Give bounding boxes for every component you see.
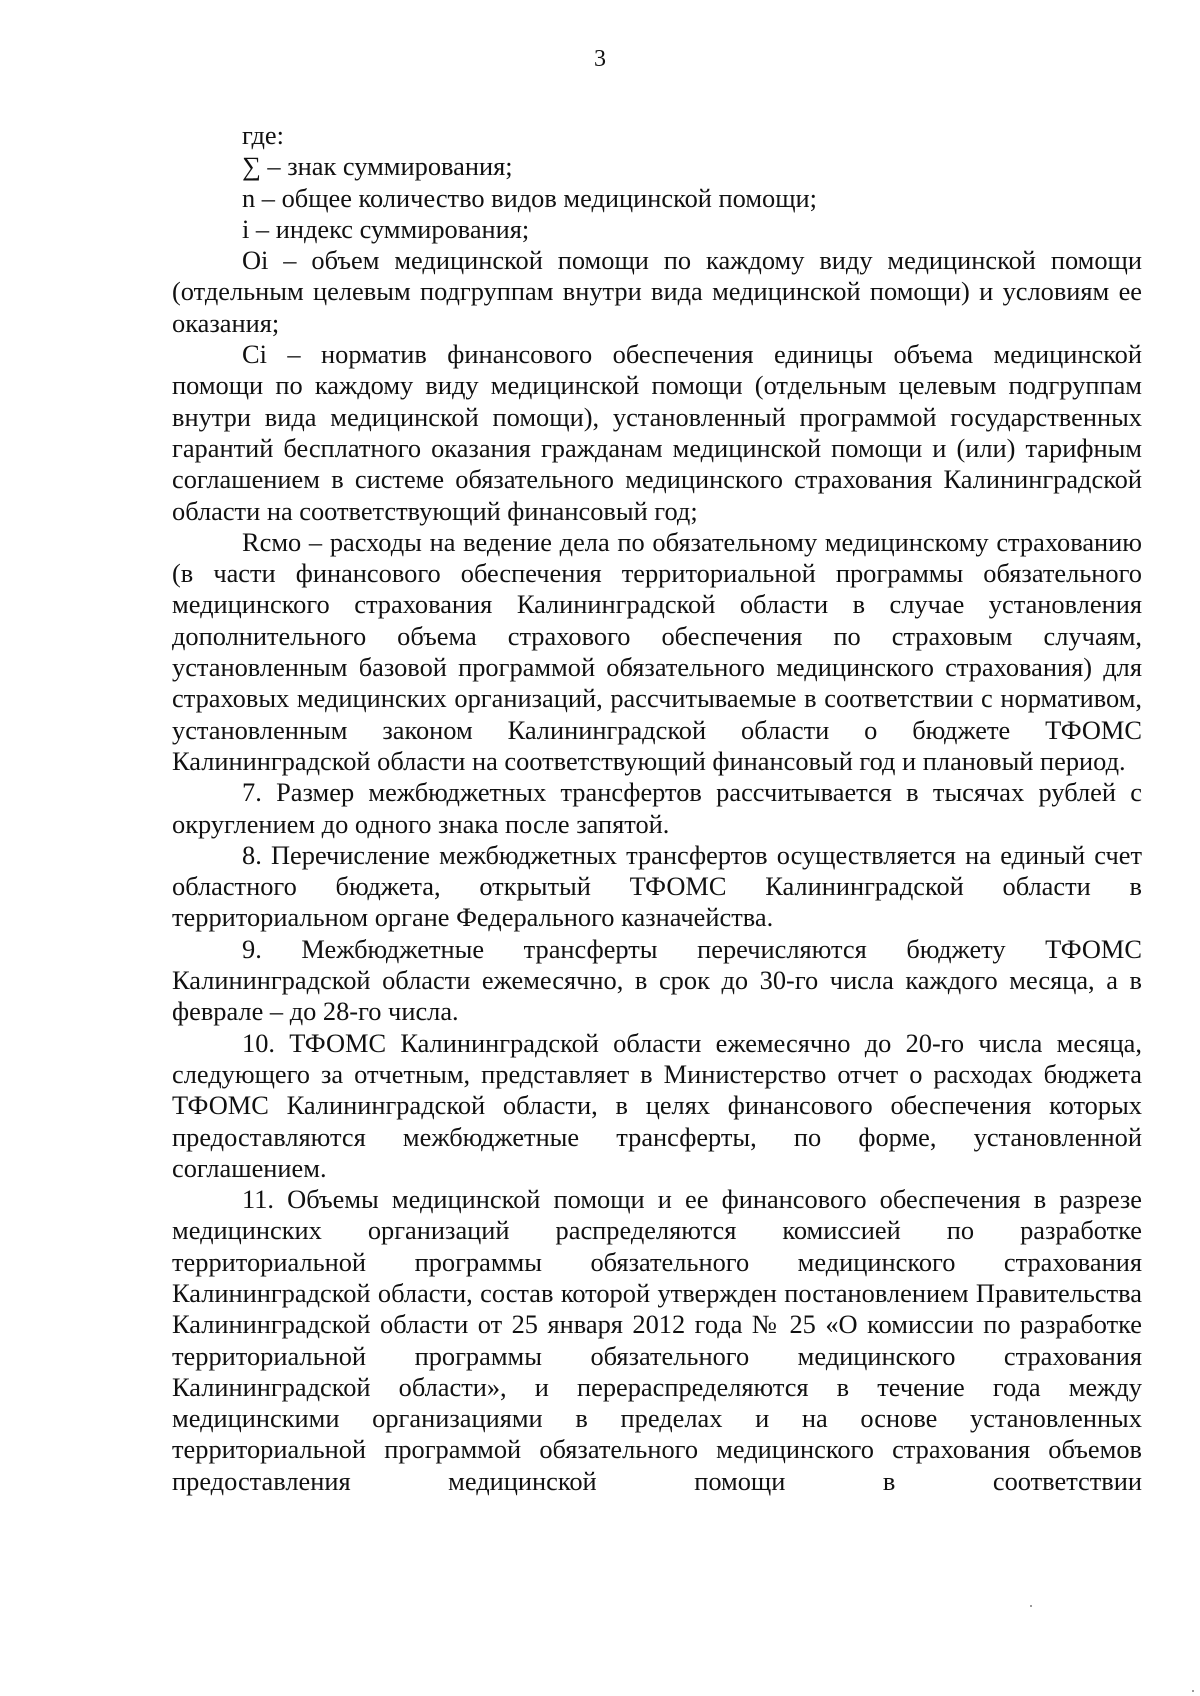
scan-speck — [1192, 1690, 1194, 1692]
scan-speck — [1030, 1605, 1032, 1607]
paragraph-item-9: 9. Межбюджетные трансферты перечисляются бюджету ТФОМС Калининградской области ежемесячно, в срок до 30-го числа каждого месяца, а в феврале – до 28-го числа. — [172, 933, 1142, 1027]
paragraph-i-definition: i – индекс суммирования; — [242, 213, 530, 244]
document-body — [172, 120, 1142, 1497]
paragraph-item-8: 8. Перечисление межбюджетных трансфертов осуществляется на единый счет областного бюджета, открытый ТФОМС Калининградской области в территориальном органе Федерального казначейства. — [172, 839, 1142, 933]
page-number: 3 — [594, 46, 606, 72]
paragraph-item-10: 10. ТФОМС Калининградской области ежемесячно до 20-го числа месяца, следующего за отчетным, представляет в Министерство отчет о расходах бюджета ТФОМС Калининградской области, в целях финансового обеспечения которых предоставляются межбюджетные трансферты, по форме, установленной соглашением. — [172, 1027, 1142, 1183]
paragraph-rsmo-definition: Rсмо – расходы на ведение дела по обязательному медицинскому страхованию (в части финансового обеспечения территориальной программы обязательного медицинского страхования Калининградской области в случае установления дополнительного объема страхового обеспечения по страховым случаям, установленным базовой программой обязательного медицинского страхования) для страховых медицинских организаций, рассчитываемые в соответствии с нормативом, установленным законом Калининградской области о бюджете ТФОМС Калининградской области на соответствующий финансовый год и плановый период. — [172, 526, 1142, 776]
paragraph-item-7: 7. Размер межбюджетных трансфертов рассчитывается в тысячах рублей с округлением до одного знака после запятой. — [172, 777, 1142, 839]
paragraph-item-11: 11. Объемы медицинской помощи и ее финансового обеспечения в разрезе медицинских организаций распределяются комиссией по разработке территориальной программы обязательного медицинского страхования Калининградской области, состав которой утвержден постановлением Правительства Калининградской области от 25 января 2012 года № 25 «О комиссии по разработке территориальной программы обязательного медицинского страхования Калининградской области», и перераспределяются в течение года между медицинскими организациями в пределах и на основе установленных территориальной программой обязательного медицинского страхования объемов предоставления медицинской помощи в соответствии — [172, 1184, 1142, 1496]
paragraph-oi-definition: Oi – объем медицинской помощи по каждому виду медицинской помощи (отдельным целевым подгруппам внутри вида медицинской помощи) и условиям ее оказания; — [172, 245, 1142, 338]
paragraph-sum-symbol: ∑ – знак суммирования; — [242, 151, 513, 182]
paragraph-n-definition: n – общее количество видов медицинской помощи; — [242, 182, 817, 213]
paragraph-ci-definition: Ci – норматив финансового обеспечения единицы объема медицинской помощи по каждому виду медицинской помощи (отдельным целевым подгруппам внутри вида медицинской помощи), установленный программой государственных гарантий бесплатного оказания гражданам медицинской помощи и (или) тарифным соглашением в системе обязательного медицинского страхования Калининградской области на соответствующий финансовый год; — [172, 339, 1142, 526]
paragraph-where: где: — [242, 120, 284, 150]
